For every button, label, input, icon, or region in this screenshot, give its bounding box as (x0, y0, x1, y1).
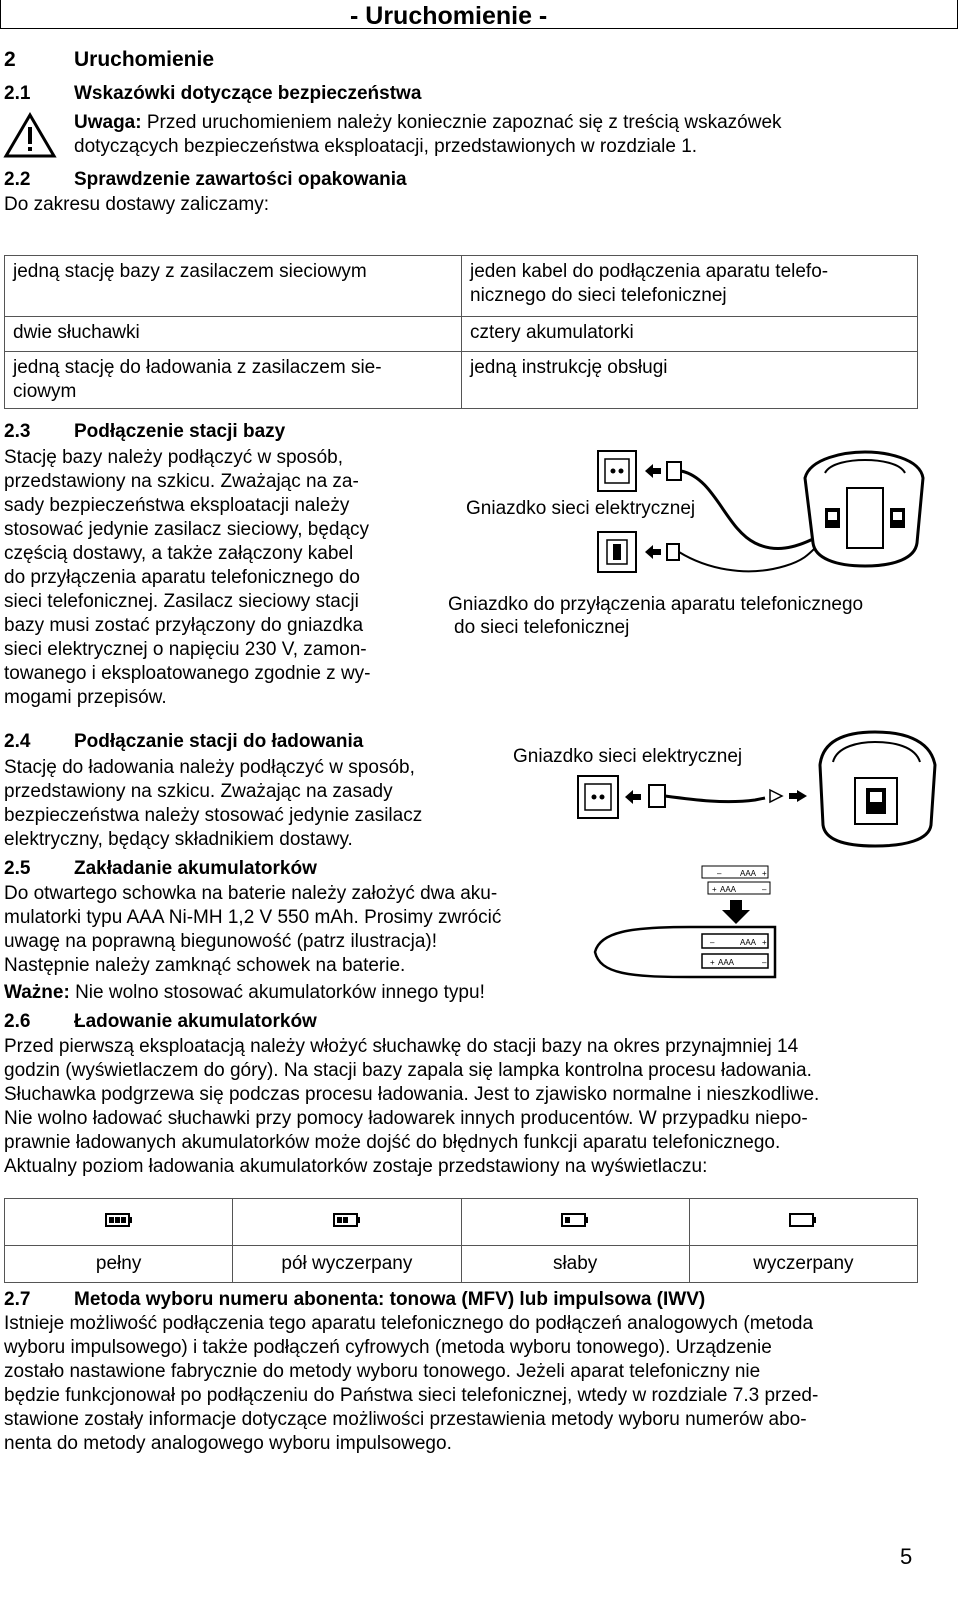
s23-body (4, 446, 420, 710)
delivery-item: jedną stację do ładowania z zasilaczem sie- ciowym (5, 352, 462, 409)
header-rule (0, 28, 958, 29)
battery-empty-icon (789, 1213, 817, 1227)
s25-body (4, 882, 558, 978)
subsection-number: 2.1 (4, 83, 31, 104)
body-line: bezpieczeństwa należy stosować jedynie zasilacz (4, 805, 423, 826)
power-socket-caption: Gniazdko sieci elektrycznej (466, 498, 696, 519)
body-line: Istnieje możliwość podłączenia tego aparatu telefonicznego do podłączeń analogowych (metoda (4, 1313, 814, 1334)
s24-body (4, 756, 494, 852)
body-line: przedstawiony na szkicu. Zważając na zasady (4, 781, 393, 802)
body-line: do przyłączenia aparatu telefonicznego do (4, 567, 360, 588)
body-line: stawione zostały informacje dotyczące możliwości przestawienia metody wyboru numerów abo- (4, 1409, 807, 1430)
delivery-contents-table (4, 255, 918, 409)
body-line: Słuchawka podgrzewa się podczas procesu ładowania. Jest to zjawisko normalne i nieszkodliwe. (4, 1084, 820, 1105)
svg-text:–: – (710, 938, 715, 947)
body-line: Aktualny poziom ładowania akumulatorków zostaje przedstawiony na wyświetlaczu: (4, 1156, 708, 1177)
battery-level-label: wyczerpany (689, 1246, 917, 1283)
battery-label: AAA (718, 958, 735, 967)
subsection-title: Metoda wyboru numeru abonenta: tonowa (MFV) lub impulsowa (IWV) (74, 1289, 706, 1310)
body-line: prawnie ładowanych akumulatorków może dojść do błędnych funkcji aparatu telefonicznego. (4, 1132, 781, 1153)
svg-text:+: + (710, 958, 715, 967)
body-line: wyboru impulsowego) i także podłączeń cyfrowych (metoda wyboru tonowego). Urządzenie (4, 1337, 772, 1358)
svg-text:–: – (717, 869, 722, 878)
body-line: sady bezpieczeństwa eksploatacji należy (4, 495, 350, 516)
subsection-number: 2.6 (4, 1011, 31, 1032)
page-number: 5 (900, 1544, 913, 1569)
body-line: Przed pierwszą eksploatacją należy włożyć słuchawkę do stacji bazy na okres przynajmniej 14 (4, 1036, 799, 1057)
battery-level-icon-cell (461, 1199, 689, 1246)
important-label: Ważne: (4, 982, 70, 1003)
body-line: godzin (wyświetlaczem do góry). Na stacji bazy zapala się lampka kontrolna procesu ładowania. (4, 1060, 812, 1081)
svg-text:+: + (762, 938, 767, 947)
subsection-number: 2.7 (4, 1289, 31, 1310)
delivery-item: cztery akumulatorki (462, 317, 918, 352)
battery-level-icon-cell (233, 1199, 461, 1246)
body-line: zostało nastawione fabrycznie do metody wyboru tonowego. Jeżeli aparat telefoniczny nie (4, 1361, 761, 1382)
battery-half-icon (333, 1213, 361, 1227)
subsection-title: Podłączenie stacji bazy (74, 421, 286, 442)
delivery-intro: Do zakresu dostawy zaliczamy: (4, 194, 270, 215)
running-title: - Uruchomienie - (350, 2, 548, 30)
battery-level-label: pełny (5, 1246, 233, 1283)
svg-text:+: + (762, 869, 767, 878)
body-line: towanego i eksploatowanego zgodnie z wy- (4, 663, 371, 684)
battery-level-table (4, 1198, 918, 1283)
section-number: 2 (4, 48, 16, 71)
header-left-rule (0, 0, 1, 29)
subsection-title: Sprawdzenie zawartości opakowania (74, 169, 407, 190)
subsection-number: 2.4 (4, 731, 31, 752)
body-line: częścią dostawy, a także załączony kabel (4, 543, 354, 564)
subsection-number: 2.2 (4, 169, 31, 190)
charger-wiring-illustration (575, 730, 940, 850)
battery-level-icon-cell (689, 1199, 917, 1246)
subsection-title: Zakładanie akumulatorków (74, 858, 317, 879)
body-line: Do otwartego schowka na baterie należy założyć dwa aku- (4, 883, 498, 904)
body-line: Nie wolno ładować słuchawki przy pomocy ładowarek innych producentów. W przypadku niepo- (4, 1108, 808, 1129)
delivery-item: jedną stację bazy z zasilaczem sieciowym (5, 256, 462, 317)
phone-socket-caption: Gniazdko do przyłączenia aparatu telefonicznego (448, 594, 864, 615)
subsection-title: Wskazówki dotyczące bezpieczeństwa (74, 83, 422, 104)
s27-body (4, 1312, 918, 1456)
delivery-item: dwie słuchawki (5, 317, 462, 352)
body-line: bazy musi zostać przyłączony do gniazdka (4, 615, 364, 636)
body-line: sieci elektrycznej o napięciu 230 V, zamon- (4, 639, 367, 660)
important-text: Nie wolno stosować akumulatorków innego typu! (69, 982, 485, 1003)
warning-text (74, 111, 782, 135)
subsection-number: 2.3 (4, 421, 31, 442)
header-right-rule (957, 0, 958, 29)
warning-line-2: dotyczących bezpieczeństwa eksploatacji, przedstawionych w rozdziale 1. (74, 136, 698, 157)
body-line: stosować jedynie zasilacz sieciowy, będący (4, 519, 370, 540)
delivery-item: jeden kabel do podłączenia aparatu telefo- nicznego do sieci telefonicznej (462, 256, 918, 317)
body-line: elektryczny, będący składnikiem dostawy. (4, 829, 353, 850)
subsection-title: Ładowanie akumulatorków (74, 1011, 317, 1032)
charger-socket-caption: Gniazdko sieci elektrycznej (513, 746, 743, 767)
body-line: Stację do ładowania należy podłączyć w sposób, (4, 757, 415, 778)
warning-label: Uwaga: (74, 112, 142, 133)
svg-text:–: – (762, 958, 767, 967)
important-note (4, 981, 485, 1005)
battery-low-icon (561, 1213, 589, 1227)
phone-socket-caption-2: do sieci telefonicznej (454, 617, 630, 638)
body-line: Następnie należy zamknąć schowek na baterie. (4, 955, 406, 976)
warning-triangle-icon (4, 112, 56, 158)
warning-line-1: Przed uruchomieniem należy koniecznie zapoznać się z treścią wskazówek (141, 112, 782, 133)
battery-label: AAA (740, 938, 757, 947)
body-line: uwagę na poprawną biegunowość (patrz ilustracja)! (4, 931, 438, 952)
body-line: sieci telefonicznej. Zasilacz sieciowy stacji (4, 591, 359, 612)
battery-full-icon (105, 1213, 133, 1227)
delivery-item: jedną instrukcję obsługi (462, 352, 918, 409)
battery-level-icon-cell (5, 1199, 233, 1246)
svg-text:–: – (762, 885, 767, 894)
battery-level-label: pół wyczerpany (233, 1246, 461, 1283)
body-line: mulatorki typu AAA Ni-MH 1,2 V 550 mAh. Prosimy zwrócić (4, 907, 502, 928)
subsection-number: 2.5 (4, 858, 31, 879)
body-line: przedstawiony na szkicu. Zważając na za- (4, 471, 359, 492)
body-line: będzie funkcjonował po podłączeniu do Państwa sieci telefonicznej, wtedy w rozdziale 7.3 przed- (4, 1385, 819, 1406)
section-title: Uruchomienie (74, 48, 215, 71)
battery-insertion-illustration (590, 862, 780, 1002)
battery-level-label: słaby (461, 1246, 689, 1283)
battery-label: AAA (740, 869, 757, 878)
subsection-title: Podłączanie stacji do ładowania (74, 731, 364, 752)
svg-text:+: + (712, 885, 717, 894)
body-line: Stację bazy należy podłączyć w sposób, (4, 447, 344, 468)
body-line: mogami przepisów. (4, 687, 167, 708)
body-line: nenta do metody analogowego wyboru impulsowego. (4, 1433, 452, 1454)
battery-label: AAA (720, 885, 737, 894)
s26-body (4, 1035, 934, 1179)
